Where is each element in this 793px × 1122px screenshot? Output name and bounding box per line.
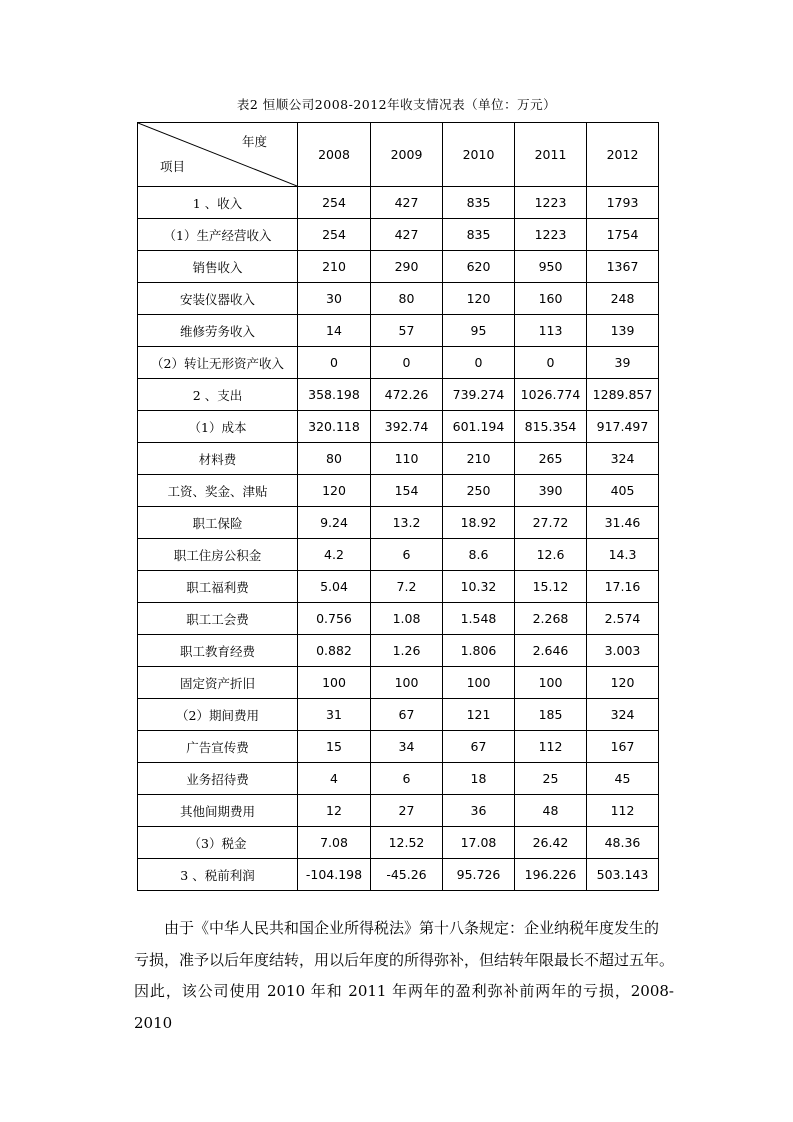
value-cell: 112 bbox=[587, 795, 659, 827]
value-cell: 950 bbox=[515, 251, 587, 283]
value-cell: 248 bbox=[587, 283, 659, 315]
row-label-cell: 其他间期费用 bbox=[138, 795, 298, 827]
value-cell: 2.574 bbox=[587, 603, 659, 635]
value-cell: 917.497 bbox=[587, 411, 659, 443]
value-cell: 112 bbox=[515, 731, 587, 763]
value-cell: 17.16 bbox=[587, 571, 659, 603]
row-label-cell: 职工工会费 bbox=[138, 603, 298, 635]
body-paragraph bbox=[134, 913, 674, 1039]
value-cell: 100 bbox=[298, 667, 371, 699]
value-cell: 835 bbox=[443, 219, 515, 251]
year-header-cell: 2009 bbox=[371, 123, 443, 187]
value-cell: 167 bbox=[587, 731, 659, 763]
value-cell: 34 bbox=[371, 731, 443, 763]
value-cell: 2.268 bbox=[515, 603, 587, 635]
value-cell: 3.003 bbox=[587, 635, 659, 667]
table-row bbox=[138, 667, 659, 699]
value-cell: 120 bbox=[587, 667, 659, 699]
value-cell: 121 bbox=[443, 699, 515, 731]
table-row bbox=[138, 571, 659, 603]
value-cell: 7.2 bbox=[371, 571, 443, 603]
value-cell: 392.74 bbox=[371, 411, 443, 443]
row-label-cell: （2）期间费用 bbox=[138, 699, 298, 731]
value-cell: 1.26 bbox=[371, 635, 443, 667]
diagonal-line bbox=[138, 123, 297, 186]
value-cell: 324 bbox=[587, 443, 659, 475]
value-cell: 185 bbox=[515, 699, 587, 731]
value-cell: 110 bbox=[371, 443, 443, 475]
value-cell: 36 bbox=[443, 795, 515, 827]
table-row bbox=[138, 635, 659, 667]
value-cell: 48 bbox=[515, 795, 587, 827]
value-cell: 100 bbox=[515, 667, 587, 699]
table-row bbox=[138, 251, 659, 283]
row-label-cell: 工资、奖金、津贴 bbox=[138, 475, 298, 507]
value-cell: 1.548 bbox=[443, 603, 515, 635]
table-row bbox=[138, 507, 659, 539]
value-cell: 15 bbox=[298, 731, 371, 763]
row-label-cell: 职工保险 bbox=[138, 507, 298, 539]
value-cell: 6 bbox=[371, 763, 443, 795]
value-cell: 48.36 bbox=[587, 827, 659, 859]
year-header-cell: 2008 bbox=[298, 123, 371, 187]
value-cell: 1289.857 bbox=[587, 379, 659, 411]
row-label-cell: 职工福利费 bbox=[138, 571, 298, 603]
value-cell: 14.3 bbox=[587, 539, 659, 571]
paragraph-line: 因此，该公司使用 2010 年和 2011 年两年的盈利弥补前两年的亏损，2008-2010 bbox=[134, 982, 674, 1032]
value-cell: 405 bbox=[587, 475, 659, 507]
value-cell: 100 bbox=[443, 667, 515, 699]
value-cell: 30 bbox=[298, 283, 371, 315]
table-row bbox=[138, 763, 659, 795]
value-cell: 39 bbox=[587, 347, 659, 379]
diagonal-header-cell bbox=[138, 123, 298, 187]
value-cell: 80 bbox=[371, 283, 443, 315]
value-cell: 1026.774 bbox=[515, 379, 587, 411]
table-header-row bbox=[138, 123, 659, 187]
value-cell: 8.6 bbox=[443, 539, 515, 571]
table-row bbox=[138, 443, 659, 475]
value-cell: 503.143 bbox=[587, 859, 659, 891]
table-row bbox=[138, 315, 659, 347]
value-cell: 1793 bbox=[587, 187, 659, 219]
value-cell: 601.194 bbox=[443, 411, 515, 443]
year-header-cell: 2012 bbox=[587, 123, 659, 187]
value-cell: 154 bbox=[371, 475, 443, 507]
value-cell: 254 bbox=[298, 187, 371, 219]
value-cell: -104.198 bbox=[298, 859, 371, 891]
value-cell: 18 bbox=[443, 763, 515, 795]
table-row bbox=[138, 699, 659, 731]
item-header-label: 项目 bbox=[160, 159, 186, 174]
value-cell: 80 bbox=[298, 443, 371, 475]
value-cell: 358.198 bbox=[298, 379, 371, 411]
value-cell: 1223 bbox=[515, 187, 587, 219]
table-row bbox=[138, 347, 659, 379]
value-cell: 1.08 bbox=[371, 603, 443, 635]
table-row bbox=[138, 379, 659, 411]
value-cell: 427 bbox=[371, 219, 443, 251]
value-cell: 324 bbox=[587, 699, 659, 731]
income-expense-table bbox=[137, 122, 659, 891]
row-label-cell: （3）税金 bbox=[138, 827, 298, 859]
value-cell: 472.26 bbox=[371, 379, 443, 411]
row-label-cell: 业务招待费 bbox=[138, 763, 298, 795]
value-cell: 5.04 bbox=[298, 571, 371, 603]
value-cell: 196.226 bbox=[515, 859, 587, 891]
value-cell: 1367 bbox=[587, 251, 659, 283]
table-row bbox=[138, 859, 659, 891]
value-cell: 26.42 bbox=[515, 827, 587, 859]
row-label-cell: 维修劳务收入 bbox=[138, 315, 298, 347]
row-label-cell: 1 、收入 bbox=[138, 187, 298, 219]
row-label-cell: （2）转让无形资产收入 bbox=[138, 347, 298, 379]
value-cell: 265 bbox=[515, 443, 587, 475]
value-cell: 27 bbox=[371, 795, 443, 827]
value-cell: 17.08 bbox=[443, 827, 515, 859]
value-cell: 210 bbox=[298, 251, 371, 283]
value-cell: 0 bbox=[443, 347, 515, 379]
row-label-cell: （1）生产经营收入 bbox=[138, 219, 298, 251]
value-cell: 45 bbox=[587, 763, 659, 795]
value-cell: 320.118 bbox=[298, 411, 371, 443]
value-cell: 2.646 bbox=[515, 635, 587, 667]
row-label-cell: （1）成本 bbox=[138, 411, 298, 443]
value-cell: 9.24 bbox=[298, 507, 371, 539]
value-cell: 815.354 bbox=[515, 411, 587, 443]
table-row bbox=[138, 539, 659, 571]
value-cell: 160 bbox=[515, 283, 587, 315]
row-label-cell: 职工住房公积金 bbox=[138, 539, 298, 571]
year-header-label: 年度 bbox=[241, 134, 267, 149]
value-cell: 254 bbox=[298, 219, 371, 251]
value-cell: 95.726 bbox=[443, 859, 515, 891]
value-cell: 67 bbox=[443, 731, 515, 763]
table-row bbox=[138, 187, 659, 219]
value-cell: 31 bbox=[298, 699, 371, 731]
value-cell: 0 bbox=[515, 347, 587, 379]
value-cell: 0.882 bbox=[298, 635, 371, 667]
value-cell: 12.52 bbox=[371, 827, 443, 859]
year-header-cell: 2011 bbox=[515, 123, 587, 187]
value-cell: 739.274 bbox=[443, 379, 515, 411]
value-cell: 18.92 bbox=[443, 507, 515, 539]
value-cell: 7.08 bbox=[298, 827, 371, 859]
value-cell: 0.756 bbox=[298, 603, 371, 635]
table-row bbox=[138, 219, 659, 251]
value-cell: 31.46 bbox=[587, 507, 659, 539]
value-cell: 10.32 bbox=[443, 571, 515, 603]
row-label-cell: 固定资产折旧 bbox=[138, 667, 298, 699]
value-cell: 390 bbox=[515, 475, 587, 507]
row-label-cell: 材料费 bbox=[138, 443, 298, 475]
value-cell: 139 bbox=[587, 315, 659, 347]
value-cell: 25 bbox=[515, 763, 587, 795]
value-cell: 12 bbox=[298, 795, 371, 827]
value-cell: 0 bbox=[298, 347, 371, 379]
table-row bbox=[138, 795, 659, 827]
table-row bbox=[138, 827, 659, 859]
paragraph-line: 亏损，准予以后年度结转，用以后年度的所得弥补，但结转年限最长不超过五年。 bbox=[134, 950, 675, 969]
table-row bbox=[138, 411, 659, 443]
value-cell: 4.2 bbox=[298, 539, 371, 571]
table-row bbox=[138, 603, 659, 635]
value-cell: -45.26 bbox=[371, 859, 443, 891]
value-cell: 835 bbox=[443, 187, 515, 219]
table-row bbox=[138, 283, 659, 315]
row-label-cell: 职工教育经费 bbox=[138, 635, 298, 667]
value-cell: 6 bbox=[371, 539, 443, 571]
row-label-cell: 安装仪器收入 bbox=[138, 283, 298, 315]
value-cell: 250 bbox=[443, 475, 515, 507]
value-cell: 1754 bbox=[587, 219, 659, 251]
value-cell: 100 bbox=[371, 667, 443, 699]
row-label-cell: 销售收入 bbox=[138, 251, 298, 283]
value-cell: 4 bbox=[298, 763, 371, 795]
table-caption: 表2 恒顺公司2008-2012年收支情况表（单位：万元） bbox=[236, 97, 557, 112]
row-label-cell: 广告宣传费 bbox=[138, 731, 298, 763]
value-cell: 1223 bbox=[515, 219, 587, 251]
table-row bbox=[138, 475, 659, 507]
value-cell: 67 bbox=[371, 699, 443, 731]
value-cell: 12.6 bbox=[515, 539, 587, 571]
value-cell: 120 bbox=[298, 475, 371, 507]
value-cell: 427 bbox=[371, 187, 443, 219]
value-cell: 113 bbox=[515, 315, 587, 347]
table-row bbox=[138, 731, 659, 763]
value-cell: 1.806 bbox=[443, 635, 515, 667]
value-cell: 210 bbox=[443, 443, 515, 475]
value-cell: 15.12 bbox=[515, 571, 587, 603]
value-cell: 620 bbox=[443, 251, 515, 283]
value-cell: 57 bbox=[371, 315, 443, 347]
year-header-cell: 2010 bbox=[443, 123, 515, 187]
value-cell: 27.72 bbox=[515, 507, 587, 539]
value-cell: 120 bbox=[443, 283, 515, 315]
paragraph-line: 由于《中华人民共和国企业所得税法》第十八条规定：企业纳税年度发生的 bbox=[164, 919, 660, 937]
value-cell: 13.2 bbox=[371, 507, 443, 539]
row-label-cell: 2 、支出 bbox=[138, 379, 298, 411]
row-label-cell: 3 、税前利润 bbox=[138, 859, 298, 891]
value-cell: 95 bbox=[443, 315, 515, 347]
value-cell: 290 bbox=[371, 251, 443, 283]
value-cell: 14 bbox=[298, 315, 371, 347]
value-cell: 0 bbox=[371, 347, 443, 379]
